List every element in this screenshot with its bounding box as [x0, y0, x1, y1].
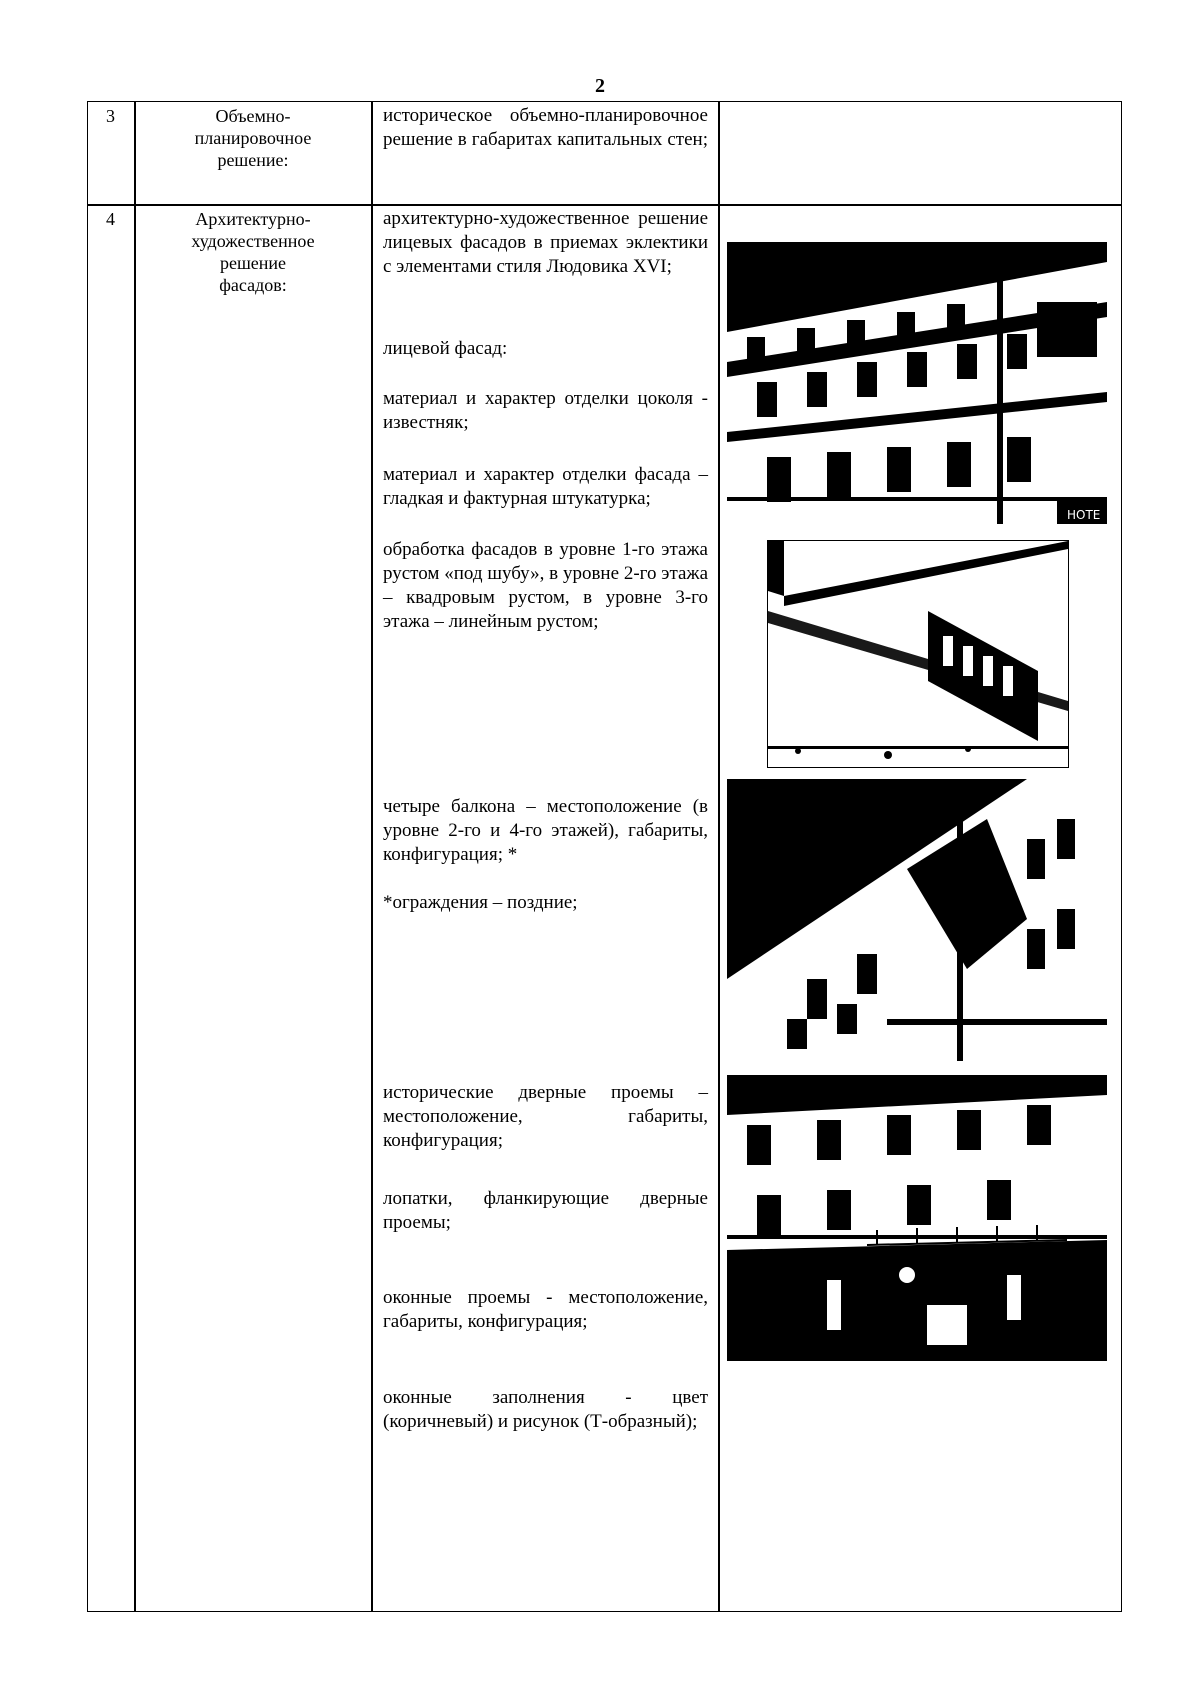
description-paragraph: оконные заполнения - цвет (коричневый) и рисунок (Т-образный); — [383, 1387, 708, 1432]
row-number: 4 — [106, 209, 115, 229]
row-label-line: решение: — [217, 150, 289, 170]
description-paragraph: материал и характер отделки фасада – гладкая и фактурная штукатурка; — [383, 464, 708, 509]
description-paragraph: историческое объемно-планировочное решение в габаритах капитальных стен; — [383, 105, 708, 150]
row-label-line: художественное — [191, 231, 315, 251]
description-paragraph: исторические дверные проемы – местоположение, габариты, конфигурация; — [383, 1082, 708, 1151]
entrance-photo — [727, 1075, 1107, 1361]
facade-detail-photo — [767, 540, 1069, 768]
row-label-line: решение — [219, 253, 287, 273]
hotel-sign-text: НОТЕ — [1067, 508, 1101, 522]
description-paragraph: *ограждения – поздние; — [383, 892, 578, 913]
column-divider — [134, 101, 136, 1612]
row-label-line: Объемно- — [215, 106, 291, 126]
row-number: 3 — [106, 106, 115, 126]
page-number: 2 — [595, 75, 605, 97]
description-paragraph: четыре балкона – местоположение (в уровне 2-го и 4-го этажей), габариты, конфигурация; * — [383, 796, 708, 865]
row-label-line: планировочное — [194, 128, 312, 148]
description-paragraph: лицевой фасад: — [383, 338, 508, 359]
row-divider — [87, 204, 1122, 206]
balcony-photo — [727, 779, 1107, 1061]
description-paragraph: обработка фасадов в уровне 1-го этажа рустом «под шубу», в уровне 2-го этажа – квадровым рустом, в уровне 3-го этажа – линейным рустом; — [383, 539, 708, 632]
row-label-line: фасадов: — [219, 275, 287, 295]
description-paragraph: оконные проемы - местоположение, габариты, конфигурация; — [383, 1287, 708, 1332]
description-paragraph: материал и характер отделки цоколя - известняк; — [383, 388, 708, 433]
row-label-line: Архитектурно- — [195, 209, 311, 229]
description-paragraph: архитектурно-художественное решение лицевых фасадов в приемах эклектики с элементами стиля Людовика XVI; — [383, 208, 708, 277]
row-label — [136, 208, 370, 296]
description-paragraph: лопатки, фланкирующие дверные проемы; — [383, 1188, 708, 1233]
column-divider — [371, 101, 373, 1612]
row-label — [136, 105, 370, 171]
facade-photo — [727, 242, 1107, 524]
column-divider — [718, 101, 720, 1612]
